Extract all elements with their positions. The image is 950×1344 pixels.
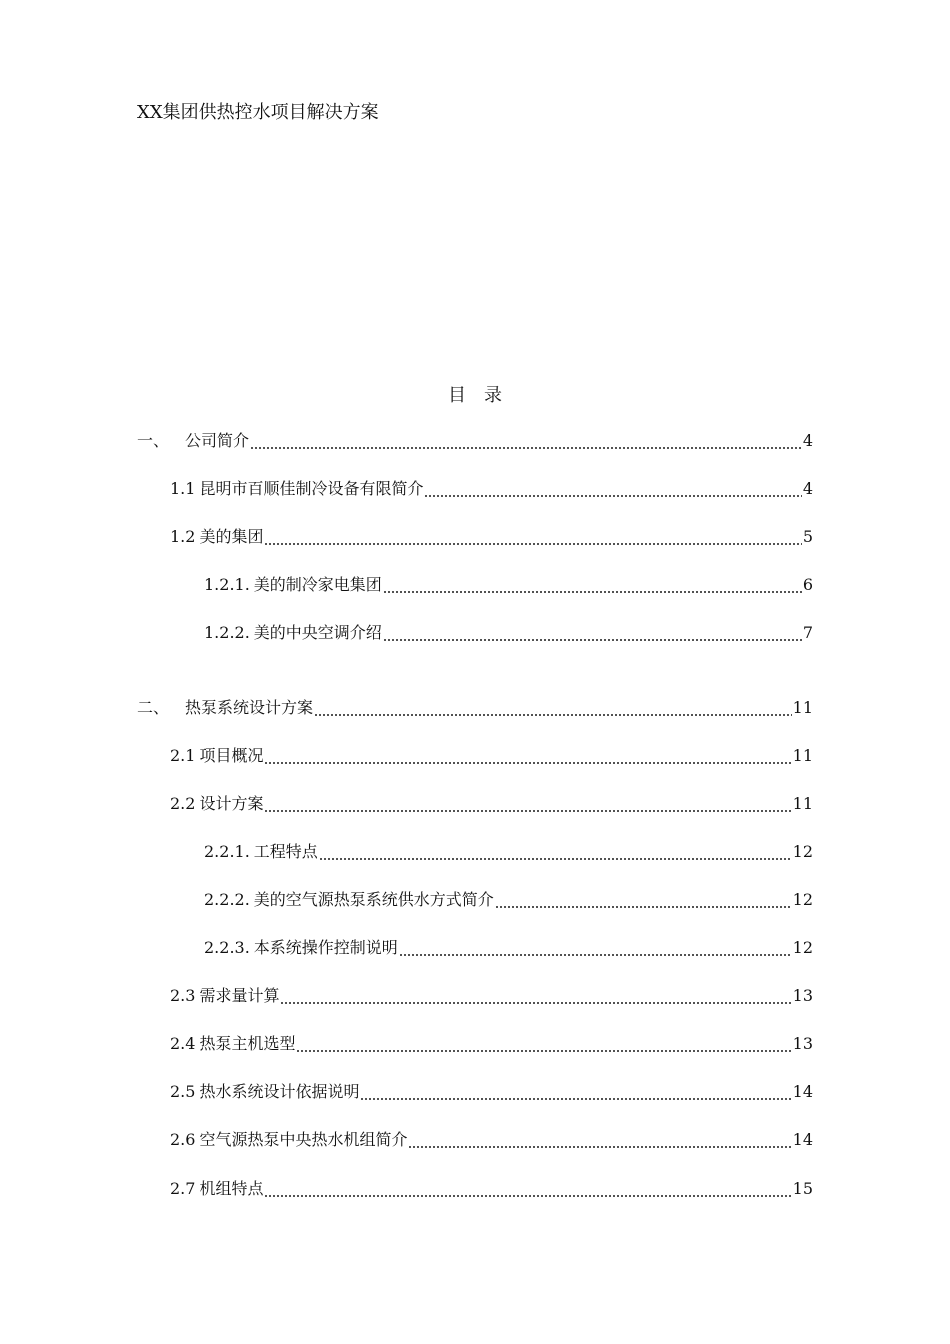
dot-leader xyxy=(264,525,801,549)
toc-entry-title: 昆明市百顺佳制冷设备有限简介 xyxy=(199,479,424,498)
toc-entry-number: 2.1 xyxy=(170,746,196,765)
toc-entry-title: 项目概况 xyxy=(199,746,264,765)
dot-leader xyxy=(495,888,792,912)
toc-entry-number: 1.2 xyxy=(170,527,196,546)
toc-entry-title: 热泵主机选型 xyxy=(199,1034,296,1053)
toc-entry[interactable] xyxy=(170,744,813,768)
toc-entry-title: 机组特点 xyxy=(199,1179,264,1198)
toc-entry-number: 2.7 xyxy=(170,1179,196,1198)
dot-leader xyxy=(264,1177,791,1201)
toc-entry-number: 1.1 xyxy=(170,479,196,498)
dot-leader xyxy=(424,477,801,501)
toc-entry[interactable] xyxy=(137,429,813,453)
toc-entry-page: 4 xyxy=(802,431,813,450)
dot-leader xyxy=(314,696,792,720)
toc-entry-title: 本系统操作控制说明 xyxy=(253,938,398,957)
dot-leader xyxy=(383,573,802,597)
toc-entry-number: 2.3 xyxy=(170,986,196,1005)
toc-entry-number: 2.2 xyxy=(170,794,196,813)
toc-entry-title: 设计方案 xyxy=(199,794,264,813)
toc-entry-number: 2.2.3. xyxy=(204,938,250,957)
toc-entry[interactable] xyxy=(204,621,813,645)
dot-leader xyxy=(280,984,791,1008)
dot-leader xyxy=(319,840,792,864)
toc-entry[interactable] xyxy=(204,888,813,912)
toc-entry-number: 1.2.1. xyxy=(204,575,250,594)
toc-entry-number: 2.5 xyxy=(170,1082,196,1101)
toc-entry[interactable] xyxy=(204,840,813,864)
toc-entry[interactable] xyxy=(170,525,813,549)
toc-entry[interactable] xyxy=(170,1032,813,1056)
toc-entry-title: 美的中央空调介绍 xyxy=(253,623,382,642)
toc-entry-title: 工程特点 xyxy=(253,842,318,861)
toc-entry-page: 12 xyxy=(792,938,813,957)
dot-leader xyxy=(264,792,791,816)
toc-entry-title: 需求量计算 xyxy=(199,986,280,1005)
toc-entry-title: 美的空气源热泵系统供水方式简介 xyxy=(253,890,494,909)
toc-entry-title: 美的制冷家电集团 xyxy=(253,575,382,594)
toc-entry-page: 12 xyxy=(792,890,813,909)
toc-entry[interactable] xyxy=(170,792,813,816)
toc-entry-page: 12 xyxy=(792,842,813,861)
dot-leader xyxy=(250,429,802,453)
toc-entry-number: 一、 xyxy=(137,431,170,450)
dot-leader xyxy=(408,1128,791,1152)
toc-entry-page: 11 xyxy=(792,794,813,813)
toc-entry-number: 二、 xyxy=(137,698,170,717)
toc-entry-number: 2.2.1. xyxy=(204,842,250,861)
toc-entry-page: 7 xyxy=(802,623,813,642)
dot-leader xyxy=(383,621,802,645)
toc-entry-title: 空气源热泵中央热水机组简介 xyxy=(199,1130,408,1149)
toc-entry-page: 14 xyxy=(792,1130,813,1149)
toc-entry-title: 美的集团 xyxy=(199,527,264,546)
toc-entry[interactable] xyxy=(204,573,813,597)
toc-entry-page: 11 xyxy=(792,746,813,765)
document-title: XX集团供热控水项目解决方案 xyxy=(137,102,379,123)
toc-entry-number: 2.2.2. xyxy=(204,890,250,909)
toc-entry[interactable] xyxy=(137,696,813,720)
toc-entry-page: 6 xyxy=(802,575,813,594)
toc-entry[interactable] xyxy=(204,936,813,960)
dot-leader xyxy=(296,1032,791,1056)
toc-entry-page: 14 xyxy=(792,1082,813,1101)
toc-entry-title: 公司简介 xyxy=(185,431,250,450)
toc-entry-title: 热泵系统设计方案 xyxy=(185,698,314,717)
toc-entry[interactable] xyxy=(170,1128,813,1152)
toc-entry-number: 2.4 xyxy=(170,1034,196,1053)
toc-entry-page: 15 xyxy=(792,1179,813,1198)
toc-entry-page: 11 xyxy=(792,698,813,717)
dot-leader xyxy=(360,1080,791,1104)
toc-entry-number: 1.2.2. xyxy=(204,623,250,642)
dot-leader xyxy=(264,744,791,768)
toc-entry-title: 热水系统设计依据说明 xyxy=(199,1082,360,1101)
toc-entry-page: 13 xyxy=(792,986,813,1005)
dot-leader xyxy=(399,936,792,960)
toc-entry-number: 2.6 xyxy=(170,1130,196,1149)
toc-entry[interactable] xyxy=(170,1177,813,1201)
toc-entry-page: 4 xyxy=(802,479,813,498)
toc-heading: 目录 xyxy=(448,385,520,406)
toc-entry-page: 5 xyxy=(802,527,813,546)
toc-entry-page: 13 xyxy=(792,1034,813,1053)
toc-entry[interactable] xyxy=(170,1080,813,1104)
toc-entry[interactable] xyxy=(170,984,813,1008)
toc-entry[interactable] xyxy=(170,477,813,501)
